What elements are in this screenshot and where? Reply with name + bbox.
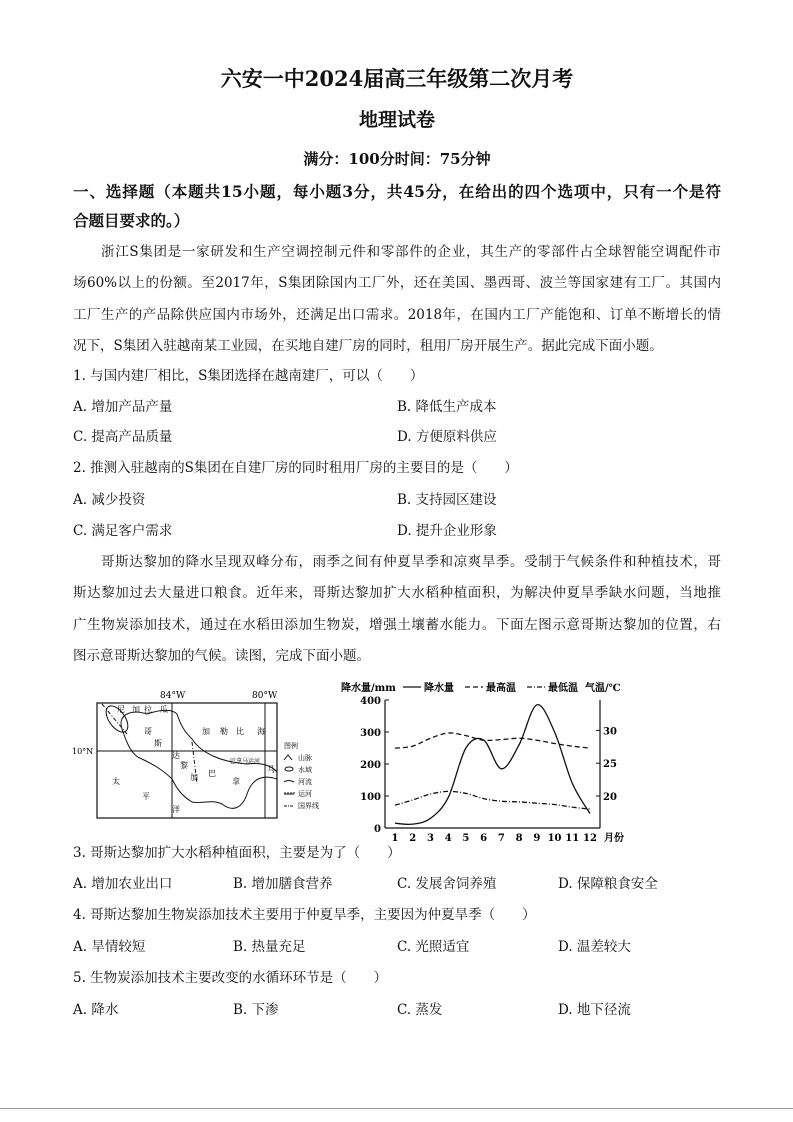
- costa-rica-location-map: [72, 684, 342, 834]
- svg-text:加: 加: [190, 773, 198, 782]
- question-5: 5. 生物炭添加技术主要改变的水循环环节是（ ）: [73, 970, 388, 986]
- passage2-line: 斯达黎加过去大量进口粮食。近年来，哥斯达黎加扩大水稻种植面积，为解决仲夏旱季缺水问题，当地推: [73, 585, 721, 601]
- svg-text:黎: 黎: [180, 761, 188, 770]
- svg-text:山脉: 山脉: [298, 754, 312, 762]
- q2-option-d[interactable]: D. 提升企业形象: [397, 523, 497, 539]
- x-tick-label: 7: [497, 833, 505, 844]
- svg-text:巴: 巴: [208, 769, 216, 778]
- q5-option-a[interactable]: A. 降水: [73, 1002, 119, 1018]
- right-tick-label: 20: [603, 792, 617, 803]
- svg-text:图例: 图例: [284, 742, 298, 750]
- chart-legend: [403, 681, 578, 694]
- left-tick-label: 200: [360, 760, 381, 771]
- q4-option-d[interactable]: D. 温差较大: [558, 939, 631, 955]
- legend-label: 降水量: [424, 683, 454, 694]
- score-info: 满分：100分时间：75分钟: [303, 150, 491, 168]
- q2-option-a[interactable]: A. 减少投资: [73, 492, 146, 508]
- x-tick-label: 4: [444, 833, 452, 844]
- q4-option-c[interactable]: C. 光照适宜: [397, 939, 470, 955]
- passage1-line: 况下，S集团入驻越南某工业园，在买地自建厂房的同时，租用厂房开展生产。据此完成下面小题。: [73, 338, 663, 354]
- x-tick-label: 3: [426, 833, 434, 844]
- left-tick-label: 100: [360, 792, 381, 803]
- series-line-最高温: [395, 733, 590, 748]
- q1-option-d[interactable]: D. 方便原料供应: [397, 429, 497, 445]
- legend-label: 最低温: [548, 683, 578, 694]
- q5-option-d[interactable]: D. 地下径流: [558, 1002, 631, 1018]
- right-axis-label: 气温/℃: [585, 683, 621, 694]
- x-tick-label: 11: [565, 833, 580, 844]
- q3-option-c[interactable]: C. 发展舍饲养殖: [397, 876, 497, 892]
- svg-text:加: 加: [132, 705, 140, 714]
- legend-label: 最高温: [486, 683, 516, 694]
- q5-option-b[interactable]: B. 下渗: [233, 1002, 279, 1018]
- left-axis-label: 降水量/mm: [341, 683, 396, 694]
- lon-label-84: 84°W: [160, 691, 186, 701]
- x-tick-label: 12: [583, 833, 597, 844]
- q3-option-b[interactable]: B. 增加膳食营养: [233, 876, 333, 892]
- q3-option-a[interactable]: A. 增加农业出口: [73, 876, 173, 892]
- svg-text:巴拿马运河: 巴拿马运河: [230, 758, 261, 765]
- svg-text:瓜: 瓜: [160, 705, 168, 714]
- svg-text:水域: 水域: [298, 766, 312, 774]
- passage1-line: 场60%以上的份额。至2017年，S集团除国内工厂外，还在美国、墨西哥、波兰等国家建有工厂。其国内: [73, 275, 721, 291]
- x-tick-label: 6: [480, 833, 488, 844]
- q1-option-b[interactable]: B. 降低生产成本: [397, 399, 497, 415]
- x-axis-label: 月份: [604, 833, 624, 844]
- svg-text:拿: 拿: [232, 777, 240, 786]
- q2-option-b[interactable]: B. 支持园区建设: [397, 492, 497, 508]
- x-tick-label: 9: [533, 833, 541, 844]
- question-4: 4. 哥斯达黎加生物炭添加技术主要用于仲夏旱季，主要因为仲夏旱季（ ）: [73, 907, 536, 923]
- passage2-line: 哥斯达黎加的降水呈现双峰分布，雨季之间有仲夏旱季和凉爽旱季。受制于气候条件和种植技术，哥: [101, 554, 721, 570]
- left-tick-label: 0: [374, 824, 381, 835]
- place-labels: [112, 704, 275, 814]
- svg-text:太: 太: [112, 777, 120, 786]
- x-tick-label: 5: [462, 833, 470, 844]
- lon-label-80: 80°W: [252, 691, 278, 701]
- passage2-line: 图示意哥斯达黎加的气候。读图，完成下面小题。: [73, 648, 370, 664]
- series-line-降水量: [395, 705, 590, 825]
- right-tick-label: 30: [603, 726, 617, 738]
- q2-option-c[interactable]: C. 满足客户需求: [73, 523, 173, 539]
- section-heading: 合题目要求的。）: [73, 211, 190, 230]
- svg-text:勒: 勒: [220, 727, 228, 736]
- svg-text:国界线: 国界线: [298, 802, 319, 810]
- q4-option-b[interactable]: B. 热量充足: [233, 939, 306, 955]
- svg-text:达: 达: [172, 751, 180, 760]
- climate-chart: [335, 676, 635, 846]
- x-tick-label: 1: [391, 833, 399, 844]
- subject-title: 地理试卷: [358, 109, 435, 131]
- question-1: 1. 与国内建厂相比，S集团选择在越南建厂，可以（ ）: [73, 368, 424, 384]
- q5-option-c[interactable]: C. 蒸发: [397, 1002, 443, 1018]
- svg-text:洋: 洋: [172, 805, 180, 814]
- svg-text:河流: 河流: [298, 778, 312, 786]
- svg-text:运河: 运河: [298, 790, 312, 798]
- svg-text:拉: 拉: [144, 705, 152, 714]
- left-tick-label: 300: [360, 728, 381, 739]
- passage2-line: 广生物炭添加技术，通过在水稻田添加生物炭，增强土壤蓄水能力。下面左图示意哥斯达黎加的位置，右: [73, 617, 721, 633]
- passage1-line: 工厂生产的产品除供应国内市场外，还满足出口需求。2018年，在国内工厂产能饱和、订单不断增长的情: [73, 307, 721, 323]
- question-2: 2. 推测入驻越南的S集团在自建厂房的同时租用厂房的主要目的是（ ）: [73, 460, 518, 476]
- series-line-最低温: [395, 791, 590, 809]
- left-tick-label: 400: [360, 696, 381, 707]
- q1-option-a[interactable]: A. 增加产品产量: [73, 399, 173, 415]
- exam-title: 六安一中2024届高三年级第二次月考: [220, 66, 574, 91]
- q3-option-d[interactable]: D. 保障粮食安全: [558, 876, 658, 892]
- svg-text:斯: 斯: [154, 739, 162, 748]
- svg-text:尼: 尼: [117, 705, 125, 714]
- q1-option-c[interactable]: C. 提高产品质量: [73, 429, 173, 445]
- q4-option-a[interactable]: A. 旱情较短: [73, 939, 146, 955]
- question-3: 3. 哥斯达黎加扩大水稻种植面积，主要是为了（ ）: [73, 845, 401, 861]
- svg-text:哥: 哥: [144, 727, 152, 736]
- svg-text:马: 马: [267, 765, 275, 774]
- svg-text:比: 比: [236, 727, 244, 736]
- svg-text:平: 平: [142, 792, 150, 801]
- map-legend: [284, 741, 319, 810]
- svg-text:海: 海: [257, 727, 265, 736]
- section-heading: 一、选择题（本题共15小题，每小题3分，共45分，在给出的四个选项中，只有一个是符: [73, 182, 721, 201]
- svg-text:加: 加: [202, 727, 210, 736]
- x-tick-label: 10: [547, 833, 562, 844]
- page-bottom-rule: [0, 1108, 793, 1109]
- passage1-line: 浙江S集团是一家研发和生产空调控制元件和零部件的企业，其生产的零部件占全球智能空调配件市: [101, 244, 721, 260]
- x-tick-label: 8: [515, 833, 523, 844]
- right-tick-label: 25: [603, 759, 617, 771]
- x-tick-label: 2: [409, 833, 417, 844]
- lat-label: 10°N: [72, 747, 94, 756]
